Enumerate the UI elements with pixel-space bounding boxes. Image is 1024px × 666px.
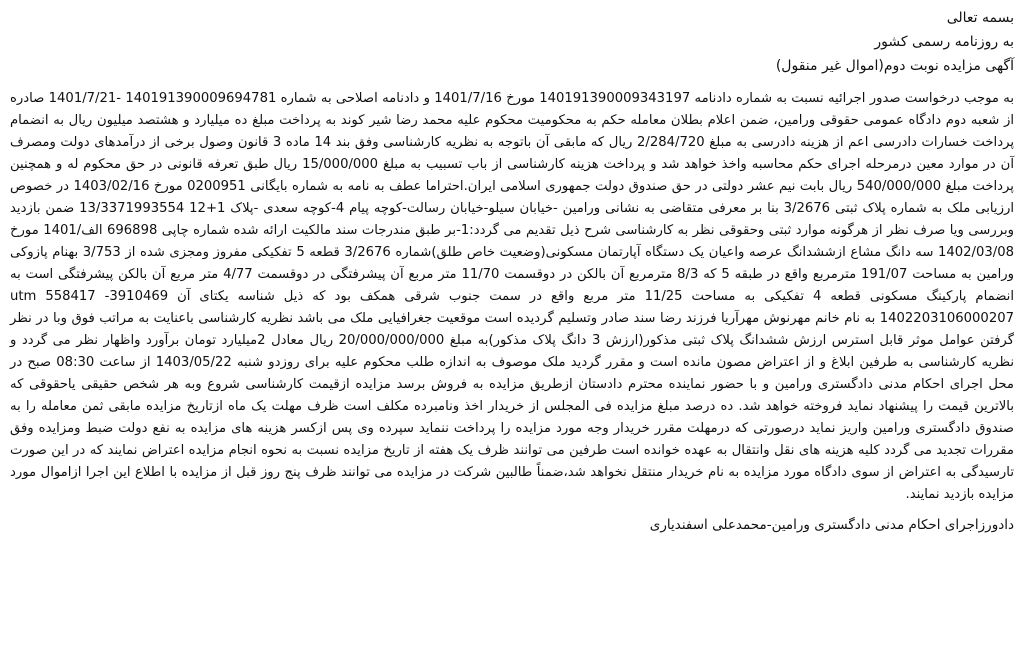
signature-line: دادورزاجرای احکام مدنی دادگستری ورامین-محمدعلی اسفندیاری [649, 517, 1014, 533]
notice-heading: بسمه تعالی [946, 10, 1014, 26]
notice-body: به موجب درخواست صدور اجرائیه نسبت به شماره دادنامه 140191390009343197 مورخ 1401/7/16 و دادنامه اصلاحی به شماره 140191390009694781 -1401/7/21 صادره از شعبه دوم دادگاه عمومی حقوقی ورامین، ضمن اعلام بطلان معامله حکم به محکومیت محکوم علیه محمد رضا شیر کوند به پرداخت مبلغ ده میلیارد و هشتصد میلیون ریال به انضمام پرداخت خسارات دادرسی اعم از هزینه دادرسی به مبلغ 2/284/720 ریال که مابقی آن باتوجه به نظریه کارشناسی وفق بند 14 ماده 3 قانون وصول برخی از درآمدهای دولت ومصرف آن در موارد معین درمرحله اجرای حکم محاسبه واخذ خواهد شد و پرداخت هزینه کارشناسی از باب تسبیب به مبلغ 15/000/000 ریال طبق تعرفه قانونی در حق محکوم له و همچنین پرداخت مبلغ 540/000/000 ریال بابت نیم عشر دولتی در حق صندوق دولت جمهوری اسلامی ایران.احتراما عطف به نامه به شماره بایگانی 0200951 مورخ 1403/02/16 در خصوص ارزیابی ملک به شماره پلاک ثبتی 3/2676 بنا بر معرفی متقاضی به نشانی ورامین -خیابان سیلو-خیابان رسالت-کوچه پیام 4-کوچه سعدی -پلاک 1+12 13/3371993554 ضمن بازدید وبررسی ویا صرف نظر از هرگونه موارد ثبتی وحقوقی نظر به کارشناسی شرح ذیل تقدیم می گردد:1-بر طبق مندرجات سند مالکیت ارائه شده شماره چاپی 696898 الف/1401 مورخ 1402/03/08 سه دانگ مشاع ازششدانگ عرصه واعیان یک دستگاه آپارتمان مسکونی(وضعیت خاص طلق)شماره 3/2676 قطعه 5 تفکیکی مفروز ومجزی شده از 3/753 بهنام پازوکی ورامین به مساحت 191/07 مترمربع واقع در طبقه 5 که 8/3 مترمربع آن بالکن در دوقسمت 11/70 متر مربع آن پیشرفتگی در دوقسمت 4/77 متر مربع آن بالکن پیشرفتگی است به انضمام پارکینگ مسکونی قطعه 4 تفکیکی به مساحت 11/25 متر مربع واقع در سمت جنوب شرقی همکف بود که ذیل شناسه یکتای آن 3910469- 558417 utm 1402203106000207 به نام خانم مهرنوش مهرآریا فرزند رضا سند صادر وتسلیم گردیده است موقعیت جغرافیایی ملک می باشد نظریه کارشناسی باعنایت به مراتب فوق وبا در نظر گرفتن عوامل موثر قابل استرس ارزش ششدانگ پلاک ثبتی مذکور(ارزش 3 دانگ پلاک مذکور)به مبلغ 20/000/000/000 ریال معادل 2میلیارد تومان برآورد واظهار نظر می گردد و نظریه کارشناسی به طرفین ابلاغ و از اعتراض مصون مانده است و مقرر گردید ملک موصوف به اندازه طلب محکوم علیه برای روزدو شنبه 1403/05/22 از ساعت 08:30 صبح در محل اجرای احکام مدنی دادگستری ورامین و با حضور نماینده محترم دادستان ازطریق مزایده به فروش برسد مزایده ازقیمت کارشناسی شروع وبه هر شخص حقیقی یاحقوقی که بالاترین قیمت را پیشنهاد نماید فروخته خواهد شد. ده درصد مبلغ مزایده فی المجلس از خریدار اخذ ونامبرده مکلف است ظرف مهلت یک ماه ازتاریخ مزایده مابقی ثمن معامله را به صندوق دادگستری ورامین واریز نماید درصورتی که درمهلت مقرر خریدار وجه مورد مزایده را پرداخت ننماید سپرده وی پس ازکسر هزینه های مزایده به نفع دولت ضبط ومزایده وفق مقررات تجدید می گردد کلیه هزینه های نقل وانتقال به عهده خوانده است طرفین می توانند ظرف یک هفته از تاریخ مزایده نسبت به نحوه انجام مزایده اعتراض نمایند که در این صورت تارسیدگی به اعتراض از سوی دادگاه مورد مزایده به نام خریدار منتقل نخواهد شد،ضمناً طالبین شرکت در مزایده می توانند ظرف پنج روز قبل از مزایده با اطلاع این اجرا ازاموال مورد مزایده بازدید نمایند. [10, 91, 1015, 502]
publication-line: به روزنامه رسمی کشور [874, 34, 1014, 50]
notice-subject: آگهی مزایده نوبت دوم(اموال غیر منقول) [775, 58, 1014, 74]
